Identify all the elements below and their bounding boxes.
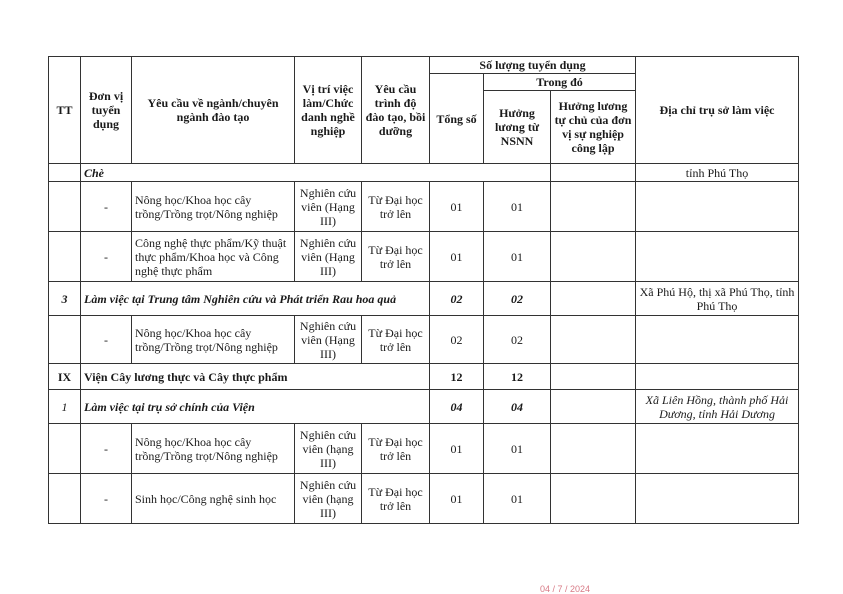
cell-address: tỉnh Phú Thọ (636, 164, 799, 182)
section-label: Làm việc tại trụ sở chính của Viện (81, 390, 430, 424)
cell-state-budget: 12 (484, 364, 551, 390)
cell-self-financed (551, 364, 636, 390)
table-row (49, 232, 799, 282)
cell-state-budget: 02 (484, 282, 551, 316)
cell-address (636, 474, 799, 524)
cell-total: 02 (430, 282, 484, 316)
cell-self-financed (551, 424, 636, 474)
cell-major: Nông học/Khoa học cây trồng/Trồng trọt/Nông nghiệp (132, 424, 295, 474)
cell-unit: - (81, 316, 132, 364)
cell-state-budget: 02 (484, 316, 551, 364)
cell-self-financed (551, 232, 636, 282)
cell-state-budget: 01 (484, 182, 551, 232)
table-row (49, 474, 799, 524)
cell-tt: 1 (49, 390, 81, 424)
cell-tt (49, 232, 81, 282)
header-position: Vị trí việc làm/Chức danh nghề nghiệp (295, 57, 362, 164)
cell-unit: - (81, 182, 132, 232)
cell-total: 12 (430, 364, 484, 390)
cell-self-financed (551, 182, 636, 232)
section-label: Làm việc tại Trung tâm Nghiên cứu và Phát triển Rau hoa quả (81, 282, 430, 316)
cell-address (636, 424, 799, 474)
cell-major: Công nghệ thực phẩm/Kỹ thuật thực phẩm/Khoa học và Công nghệ thực phẩm (132, 232, 295, 282)
cell-total: 04 (430, 390, 484, 424)
cell-tt (49, 474, 81, 524)
header-self-financed: Hưởng lương tự chủ của đơn vị sự nghiệp công lập (551, 91, 636, 164)
header-state-budget: Hưởng lương từ NSNN (484, 91, 551, 164)
cell-tt (49, 316, 81, 364)
cell-level: Từ Đại học trở lên (362, 424, 430, 474)
header-tt: TT (49, 57, 81, 164)
recruitment-table (48, 56, 799, 524)
cell-address (636, 316, 799, 364)
header-level: Yêu cầu trình độ đào tạo, bồi dưỡng (362, 57, 430, 164)
table-row (49, 282, 799, 316)
cell-position: Nghiên cứu viên (hạng III) (295, 474, 362, 524)
header-unit: Đơn vị tuyển dụng (81, 57, 132, 164)
section-label: Chè (81, 164, 551, 182)
cell-self-financed (551, 164, 636, 182)
cell-position: Nghiên cứu viên (Hạng III) (295, 182, 362, 232)
table-row (49, 164, 799, 182)
cell-level: Từ Đại học trở lên (362, 474, 430, 524)
cell-self-financed (551, 282, 636, 316)
cell-tt (49, 424, 81, 474)
cell-address: Xã Liên Hồng, thành phố Hải Dương, tỉnh Hải Dương (636, 390, 799, 424)
table-row (49, 316, 799, 364)
cell-tt: IX (49, 364, 81, 390)
cell-state-budget: 01 (484, 474, 551, 524)
cell-tt (49, 164, 81, 182)
table-row (49, 424, 799, 474)
cell-position: Nghiên cứu viên (Hạng III) (295, 316, 362, 364)
header-major: Yêu cầu về ngành/chuyên ngành đào tạo (132, 57, 295, 164)
cell-address (636, 232, 799, 282)
cell-address: Xã Phú Hộ, thị xã Phú Thọ, tỉnh Phú Thọ (636, 282, 799, 316)
header-address: Địa chỉ trụ sở làm việc (636, 57, 799, 164)
footer-stamp: 04 / 7 / 2024 (540, 584, 591, 594)
cell-total: 02 (430, 316, 484, 364)
table-row (49, 390, 799, 424)
cell-major: Sinh học/Công nghệ sinh học (132, 474, 295, 524)
cell-self-financed (551, 474, 636, 524)
cell-state-budget: 01 (484, 232, 551, 282)
cell-major: Nông học/Khoa học cây trồng/Trồng trọt/Nông nghiệp (132, 182, 295, 232)
cell-address (636, 364, 799, 390)
cell-level: Từ Đại học trở lên (362, 182, 430, 232)
cell-total: 01 (430, 182, 484, 232)
cell-state-budget: 01 (484, 424, 551, 474)
header-of-which: Trong đó (484, 74, 636, 91)
cell-state-budget: 04 (484, 390, 551, 424)
table-row (49, 364, 799, 390)
cell-self-financed (551, 316, 636, 364)
cell-level: Từ Đại học trở lên (362, 316, 430, 364)
cell-total: 01 (430, 424, 484, 474)
section-label: Viện Cây lương thực và Cây thực phẩm (81, 364, 430, 390)
cell-self-financed (551, 390, 636, 424)
cell-unit: - (81, 474, 132, 524)
cell-tt: 3 (49, 282, 81, 316)
cell-total: 01 (430, 474, 484, 524)
cell-position: Nghiên cứu viên (Hạng III) (295, 232, 362, 282)
header-quota-group: Số lượng tuyển dụng (430, 57, 636, 74)
header-total: Tổng số (430, 74, 484, 164)
cell-address (636, 182, 799, 232)
cell-major: Nông học/Khoa học cây trồng/Trồng trọt/Nông nghiệp (132, 316, 295, 364)
cell-unit: - (81, 424, 132, 474)
cell-unit: - (81, 232, 132, 282)
cell-level: Từ Đại học trở lên (362, 232, 430, 282)
cell-total: 01 (430, 232, 484, 282)
cell-tt (49, 182, 81, 232)
cell-position: Nghiên cứu viên (hạng III) (295, 424, 362, 474)
table-row (49, 182, 799, 232)
